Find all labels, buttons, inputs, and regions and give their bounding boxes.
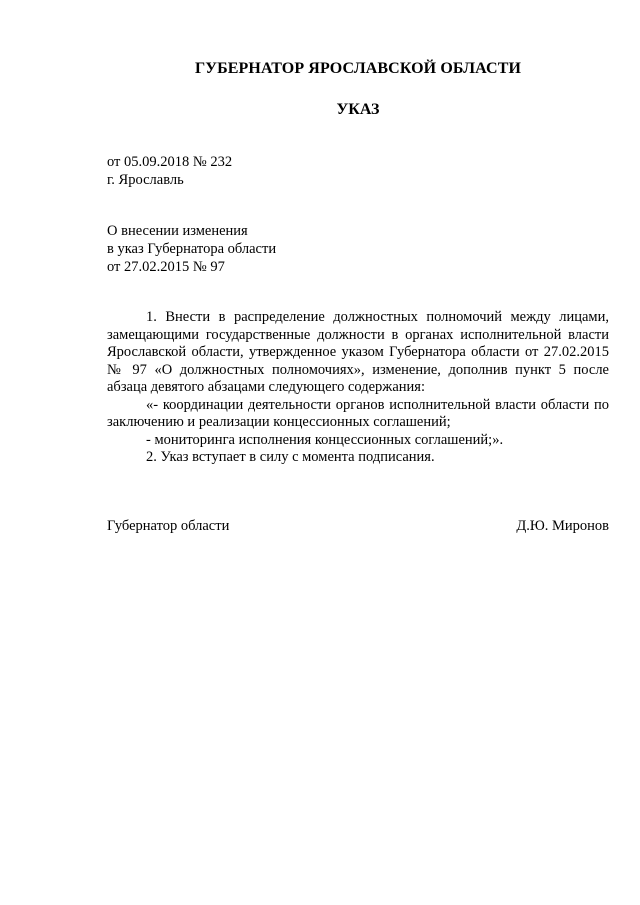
body-paragraph-3: - мониторинга исполнения концессионных соглашений;».: [146, 431, 504, 448]
document-body: [107, 309, 609, 467]
document-meta: [107, 153, 232, 189]
document-subject: [107, 222, 276, 276]
subject-line-2: в указ Губернатора области: [107, 241, 277, 257]
issuer-title: ГУБЕРНАТОР ЯРОСЛАВСКОЙ ОБЛАСТИ: [194, 60, 522, 77]
subject-line-1: О внесении изменения: [107, 223, 248, 239]
subject-line-3: от 27.02.2015 № 97: [107, 259, 225, 275]
body-paragraph-4: 2. Указ вступает в силу с момента подписания.: [146, 449, 435, 465]
document-date-number: от 05.09.2018 № 232: [107, 154, 233, 170]
signature-block: [107, 517, 609, 535]
body-paragraph-2: «- координации деятельности органов исполнительной власти области по заключению и реализации концессионных соглашений;: [107, 396, 609, 430]
document-type: УКАЗ: [336, 101, 380, 118]
document-place: г. Ярославль: [107, 172, 184, 188]
signatory-name: Д.Ю. Миронов: [516, 518, 609, 534]
body-paragraph-1: 1. Внести в распределение должностных полномочий между лицами, замещающими государственные должности в органах исполнительной власти Ярославской области, утвержденное указом Губернатора области от 27.02.2015 № 97 «О должностных полномочиях», изменение, дополнив пункт 5 после абзаца девятого абзацами следующего содержания:: [107, 309, 609, 395]
signatory-position: Губернатор области: [107, 518, 230, 534]
